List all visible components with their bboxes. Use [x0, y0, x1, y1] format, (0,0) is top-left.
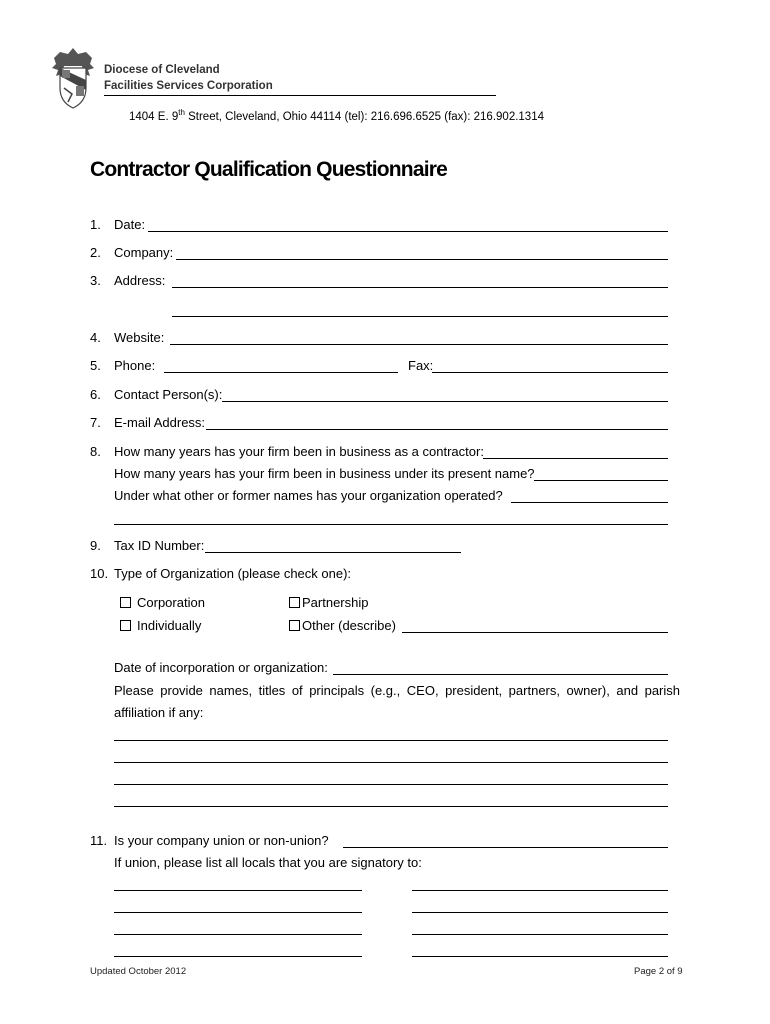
phone-field[interactable]	[164, 372, 398, 373]
other-describe-field[interactable]	[402, 632, 668, 633]
q7-number: 7.	[90, 415, 101, 430]
address-field-line2[interactable]	[172, 316, 668, 317]
company-field[interactable]	[176, 259, 668, 260]
incorporation-date-field[interactable]	[333, 674, 668, 675]
q11-number: 11.	[90, 833, 108, 848]
q8-line1: How many years has your firm been in business as a contractor:	[114, 444, 484, 459]
q3-number: 3.	[90, 273, 101, 288]
locals-field-left-4[interactable]	[114, 956, 362, 957]
org-subname: Facilities Services Corporation	[104, 80, 273, 92]
q11-label: Is your company union or non-union?	[114, 833, 329, 848]
years-contractor-field[interactable]	[483, 458, 668, 459]
diocese-seal-icon	[48, 46, 98, 110]
checkbox-icon[interactable]	[289, 620, 300, 631]
option-other[interactable]: Other (describe)	[289, 618, 396, 634]
fax-label: Fax:	[408, 358, 434, 373]
locals-field-right-2[interactable]	[412, 912, 668, 913]
q8-line3: Under what other or former names has your organization operated?	[114, 488, 503, 503]
principals-field-line1[interactable]	[114, 740, 668, 741]
q3-label: Address:	[114, 273, 166, 288]
header-rule	[104, 95, 496, 96]
locals-field-left-3[interactable]	[114, 934, 362, 935]
locals-field-right-1[interactable]	[412, 890, 668, 891]
locals-label: If union, please list all locals that you are signatory to:	[114, 855, 422, 870]
checkbox-icon[interactable]	[289, 597, 300, 608]
q4-number: 4.	[90, 330, 101, 345]
option-corporation[interactable]: Corporation	[120, 595, 205, 611]
email-field[interactable]	[206, 429, 668, 430]
tax-id-field[interactable]	[205, 552, 461, 553]
principals-field-line3[interactable]	[114, 784, 668, 785]
checkbox-icon[interactable]	[120, 597, 131, 608]
checkbox-icon[interactable]	[120, 620, 131, 631]
q10-number: 10.	[90, 566, 109, 581]
q2-number: 2.	[90, 245, 101, 260]
q5-number: 5.	[90, 358, 101, 373]
website-field[interactable]	[170, 344, 668, 345]
q5-label: Phone:	[114, 358, 156, 373]
q8-line2: How many years has your firm been in business under its present name?	[114, 466, 535, 481]
locals-field-right-3[interactable]	[412, 934, 668, 935]
q6-number: 6.	[90, 387, 101, 402]
years-present-name-field[interactable]	[534, 480, 668, 481]
address-field[interactable]	[172, 287, 668, 288]
principals-field-line4[interactable]	[114, 806, 668, 807]
option-individually[interactable]: Individually	[120, 618, 201, 634]
principals-instructions: Please provide names, titles of principals (e.g., CEO, president, partners, owner), and parish	[114, 683, 680, 698]
org-name: Diocese of Cleveland	[104, 64, 220, 76]
q6-label: Contact Person(s):	[114, 387, 223, 402]
fax-field[interactable]	[432, 372, 668, 373]
page-title: Contractor Qualification Questionnaire	[90, 158, 447, 181]
q10-label: Type of Organization (please check one):	[114, 566, 352, 581]
footer-updated: Updated October 2012	[90, 966, 187, 977]
locals-field-right-4[interactable]	[412, 956, 668, 957]
q9-label: Tax ID Number:	[114, 538, 205, 553]
option-partnership[interactable]: Partnership	[289, 595, 368, 611]
date-field[interactable]	[148, 231, 668, 232]
q1-label: Date:	[114, 217, 146, 232]
q8-number: 8.	[90, 444, 101, 459]
principals-field-line2[interactable]	[114, 762, 668, 763]
q9-number: 9.	[90, 538, 101, 553]
union-status-field[interactable]	[343, 847, 668, 848]
footer-page-number: Page 2 of 9	[634, 966, 683, 977]
q1-number: 1.	[90, 217, 101, 232]
former-names-field[interactable]	[511, 502, 668, 503]
former-names-field-line2[interactable]	[114, 524, 668, 525]
header-address: 1404 E. 9th Street, Cleveland, Ohio 44114 (tel): 216.696.6525 (fax): 216.902.1314	[129, 108, 544, 123]
q7-label: E-mail Address:	[114, 415, 206, 430]
principals-instructions-line2: affiliation if any:	[114, 705, 204, 720]
contact-person-field[interactable]	[222, 401, 668, 402]
q4-label: Website:	[114, 330, 165, 345]
locals-field-left-1[interactable]	[114, 890, 362, 891]
locals-field-left-2[interactable]	[114, 912, 362, 913]
incorporation-date-label: Date of incorporation or organization:	[114, 660, 328, 675]
q2-label: Company:	[114, 245, 174, 260]
